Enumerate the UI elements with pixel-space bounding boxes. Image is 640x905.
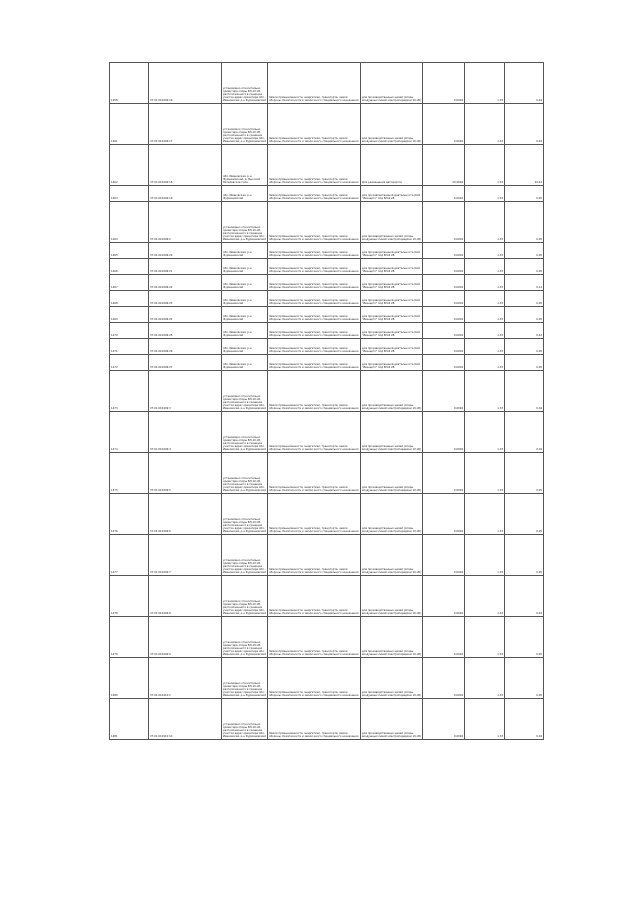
- cell-addr: установлено относительно ориентира опоры ВЛ-10 кВ, расположенного в границах участка адрес ориентира обл. Ивановская, р-н Фурмановский: [222, 699, 268, 740]
- cell-no: 1477: [110, 535, 149, 576]
- cell-use: для производственной деятельности ОАО "Ивэнерго" под ВЛ-6 кВ: [361, 355, 423, 371]
- table-row: [110, 104, 544, 145]
- cell-addr: установлено относительно ориентира опоры ВЛ-10 кВ, расположенного в границах участка адрес ориентира обл. Ивановская, р-н Фурмановский: [222, 535, 268, 576]
- cell-rate: 1,33: [465, 291, 505, 307]
- cell-cad: 37:01:010410:10: [149, 699, 222, 740]
- cell-rate: 1,33: [465, 453, 505, 494]
- cell-cad: 37:01:010409:9: [149, 617, 222, 658]
- cell-cad: 37:01:010409:16: [149, 63, 222, 104]
- cell-area: 0,0004: [423, 291, 465, 307]
- cell-rate: 1,33: [465, 323, 505, 339]
- cell-sum: 0,42: [505, 323, 544, 339]
- cell-no: 1458: [110, 63, 149, 104]
- cell-addr: установлено относительно ориентира опоры ВЛ-10 кВ, расположенного в границах участка адрес ориентира обл. Ивановская, р-н Фурмановский: [222, 412, 268, 453]
- cell-area: 0,0004: [423, 535, 465, 576]
- cell-area: 0,0004: [423, 412, 465, 453]
- cell-no: 1468: [110, 291, 149, 307]
- cell-sum: 0,05: [505, 186, 544, 202]
- cell-no: 1471: [110, 339, 149, 355]
- cell-sum: 0,04: [505, 63, 544, 104]
- table-row: [110, 243, 544, 259]
- cell-rate: 1,33: [465, 658, 505, 699]
- cell-sum: 0,05: [505, 494, 544, 535]
- cell-no: 1466: [110, 259, 149, 275]
- cell-use: для производственной деятельности ОАО "Ивэнерго" под ВЛ-6 кВ: [361, 307, 423, 323]
- cell-cad: 37:01:010410:1: [149, 658, 222, 699]
- cell-cad: 37:01:010409:23: [149, 291, 222, 307]
- cell-cad: 37:01:010409:17: [149, 104, 222, 145]
- cell-area: 0,0004: [423, 617, 465, 658]
- cell-no: 1465: [110, 243, 149, 259]
- cell-addr: установлено относительно ориентира опоры ВЛ-10 кВ, расположенного в границах участка адрес ориентира обл. Ивановская, р-н Фурмановский: [222, 617, 268, 658]
- table-row: [110, 339, 544, 355]
- cell-area: 0,0004: [423, 104, 465, 145]
- cell-use: для производственных целей (опоры воздушных линий электропередачи 10 кВ): [361, 453, 423, 494]
- cell-sum: 0,05: [505, 339, 544, 355]
- cell-rate: 1,33: [465, 617, 505, 658]
- cell-area: 0,0004: [423, 202, 465, 243]
- cell-area: 0,0004: [423, 494, 465, 535]
- cell-cat: Земли промышленности, энергетики, транспорта, земли обороны, безопасности и земли иного специального назначения: [268, 699, 361, 740]
- cell-addr: обл. Ивановская, р-н Фурмановский: [222, 275, 268, 291]
- table-row: [110, 576, 544, 617]
- cell-rate: 1,33: [465, 259, 505, 275]
- cell-no: 1461: [110, 104, 149, 145]
- cell-cad: 37:01:010409:24: [149, 307, 222, 323]
- cell-addr: обл. Ивановская, р-н Фурмановский: [222, 339, 268, 355]
- cell-addr: установлено относительно ориентира опоры ВЛ-10 кВ, расположенного в границах участка адрес ориентира обл. Ивановская, р-н Фурмановский: [222, 104, 268, 145]
- cell-use: для производственной деятельности ОАО "Ивэнерго" под ВЛ-6 кВ: [361, 291, 423, 307]
- cell-sum: 0,04: [505, 699, 544, 740]
- cell-addr: обл. Ивановская, р-н Фурмановский, д. Высокий Яковлевское поле: [222, 145, 268, 186]
- table-row: [110, 275, 544, 291]
- cell-addr: обл. Ивановская, р-н Фурмановский: [222, 307, 268, 323]
- cell-use: для производственной деятельности ОАО "Ивэнерго" под ВЛ-6 кВ: [361, 243, 423, 259]
- cell-no: 1464: [110, 202, 149, 243]
- cell-rate: 1,33: [465, 186, 505, 202]
- cell-use: для производственных целей (опоры воздушных линий электропередачи 10 кВ): [361, 699, 423, 740]
- cell-addr: обл. Ивановская, р-н Фурмановский: [222, 186, 268, 202]
- cell-rate: 1,33: [465, 355, 505, 371]
- cell-no: 1480: [110, 658, 149, 699]
- table-row: [110, 371, 544, 412]
- cell-addr: обл. Ивановская, р-н Фурмановский: [222, 323, 268, 339]
- table-row: [110, 202, 544, 243]
- cell-use: для производственных целей (опоры воздушных линий электропередачи 10 кВ): [361, 63, 423, 104]
- cell-rate: 1,33: [465, 576, 505, 617]
- cell-cat: Земли промышленности, энергетики, транспорта, земли обороны, безопасности и земли иного специального назначения: [268, 658, 361, 699]
- cell-use: для производственных целей (опоры воздушных линий электропередачи 10 кВ): [361, 658, 423, 699]
- cell-cad: 37:01:010409:8: [149, 576, 222, 617]
- cell-sum: 20,44: [505, 145, 544, 186]
- cell-cat: Земли промышленности, энергетики, транспорта, земли обороны, безопасности и земли иного специального назначения: [268, 371, 361, 412]
- cell-sum: 0,05: [505, 658, 544, 699]
- cell-area: 0,0004: [423, 243, 465, 259]
- cell-cad: 37:01:010409:25: [149, 323, 222, 339]
- cell-rate: 1,33: [465, 243, 505, 259]
- cell-no: 1476: [110, 494, 149, 535]
- cell-cad: 37:01:010409:6: [149, 494, 222, 535]
- cell-use: для производственных целей (опоры воздушных линий электропередачи 10 кВ): [361, 576, 423, 617]
- cell-no: 1469: [110, 307, 149, 323]
- cell-area: 0,0004: [423, 259, 465, 275]
- cell-cat: Земли промышленности, энергетики, транспорта, земли обороны, безопасности и земли иного специального назначения: [268, 63, 361, 104]
- cell-no: 1462: [110, 145, 149, 186]
- cell-addr: установлено относительно ориентира опоры ВЛ-10 кВ, расположенного в границах участка адрес ориентира обл. Ивановская, р-н Фурмановский: [222, 453, 268, 494]
- cell-addr: установлено относительно ориентира опоры ВЛ-10 кВ, расположенного в границах участка адрес ориентира обл. Ивановская, р-н Фурмановский: [222, 576, 268, 617]
- table-row: [110, 412, 544, 453]
- cell-use: для производственных целей (опоры воздушных линий электропередачи 10 кВ): [361, 371, 423, 412]
- cell-area: 0,0004: [423, 453, 465, 494]
- table-row: [110, 291, 544, 307]
- cell-sum: 0,05: [505, 202, 544, 243]
- cell-sum: 0,05: [505, 355, 544, 371]
- cell-use: для производственных целей (опоры воздушных линий электропередачи 10 кВ): [361, 104, 423, 145]
- cell-sum: 0,05: [505, 291, 544, 307]
- cell-area: 0,0004: [423, 699, 465, 740]
- cell-cat: Земли промышленности, энергетики, транспорта, земли обороны, безопасности и земли иного специального назначения: [268, 323, 361, 339]
- table-row: [110, 699, 544, 740]
- cell-use: для производственных целей (опоры воздушных линий электропередачи 10 кВ): [361, 202, 423, 243]
- cell-cad: 37:01:010409:22: [149, 275, 222, 291]
- cell-no: 1474: [110, 412, 149, 453]
- cell-cat: Земли промышленности, энергетики, транспорта, земли обороны, безопасности и земли иного специального назначения: [268, 412, 361, 453]
- table-row: [110, 658, 544, 699]
- cell-sum: 0,04: [505, 412, 544, 453]
- cell-cad: 37:01:010409:18: [149, 145, 222, 186]
- cell-sum: 0,14: [505, 275, 544, 291]
- cell-no: 1472: [110, 355, 149, 371]
- cell-use: для производственных целей (опоры воздушных линий электропередачи 10 кВ): [361, 494, 423, 535]
- cell-addr: обл. Ивановская, р-н Фурмановский: [222, 355, 268, 371]
- cell-area: 0,0004: [423, 307, 465, 323]
- cell-use: для производственных целей (опоры воздушных линий электропередачи 10 кВ): [361, 617, 423, 658]
- cell-cat: Земли промышленности, энергетики, транспорта, земли обороны, безопасности и земли иного специального назначения: [268, 104, 361, 145]
- cell-no: 1475: [110, 453, 149, 494]
- cell-sum: 0,04: [505, 104, 544, 145]
- cell-cat: Земли промышленности, энергетики, транспорта, земли обороны, безопасности и земли иного специального назначения: [268, 453, 361, 494]
- cell-sum: 0,05: [505, 453, 544, 494]
- cell-cat: Земли промышленности, энергетики, транспорта, земли обороны, безопасности и земли иного специального назначения: [268, 291, 361, 307]
- cell-cat: Земли промышленности, энергетики, транспорта, земли обороны, безопасности и земли иного специального назначения: [268, 494, 361, 535]
- table-row: [110, 453, 544, 494]
- cell-no: 1479: [110, 617, 149, 658]
- cell-sum: 0,05: [505, 307, 544, 323]
- cell-use: для производственной деятельности ОАО "Ивэнерго" под ВЛ-6 кВ: [361, 275, 423, 291]
- cell-cat: Земли промышленности, энергетики, транспорта, земли обороны, безопасности и земли иного специального назначения: [268, 202, 361, 243]
- cell-cat: Земли промышленности, энергетики, транспорта, земли обороны, безопасности и земли иного специального назначения: [268, 355, 361, 371]
- cell-addr: обл. Ивановская, р-н Фурмановский: [222, 291, 268, 307]
- cell-sum: 0,05: [505, 243, 544, 259]
- cell-area: 0,0004: [423, 371, 465, 412]
- cell-area: 0,0004: [423, 323, 465, 339]
- cell-cat: Земли промышленности, энергетики, транспорта, земли обороны, безопасности и земли иного специального назначения: [268, 259, 361, 275]
- cell-use: Для размещения автодороги: [361, 145, 423, 186]
- cell-area: 0,0004: [423, 275, 465, 291]
- cell-sum: 0,04: [505, 371, 544, 412]
- cell-rate: 1,33: [465, 202, 505, 243]
- cell-rate: 1,33: [465, 371, 505, 412]
- cell-rate: 1,33: [465, 275, 505, 291]
- cell-rate: 1,33: [465, 339, 505, 355]
- cell-cad: 37:01:010409:7: [149, 535, 222, 576]
- cell-area: 0,0004: [423, 658, 465, 699]
- cell-area: 20,4694: [423, 145, 465, 186]
- table-row: [110, 535, 544, 576]
- cell-cat: Земли промышленности, энергетики, транспорта, земли обороны, безопасности и земли иного специального назначения: [268, 145, 361, 186]
- table-row: [110, 63, 544, 104]
- table-row: [110, 323, 544, 339]
- cell-cat: Земли промышленности, энергетики, транспорта, земли обороны, безопасности и земли иного специального назначения: [268, 243, 361, 259]
- table-row: [110, 494, 544, 535]
- cell-cad: 37:01:010409:2: [149, 202, 222, 243]
- cell-no: 1463: [110, 186, 149, 202]
- cell-area: 0,0004: [423, 186, 465, 202]
- cell-rate: 1,33: [465, 494, 505, 535]
- cell-addr: установлено относительно ориентира опоры ВЛ-10 кВ, расположенного в границах участка адрес ориентира обл. Ивановская, р-н Фурмановский: [222, 658, 268, 699]
- cell-use: для производственной деятельности ОАО "Ивэнерго" под ВЛ-6 кВ: [361, 323, 423, 339]
- cell-addr: обл. Ивановская, р-н Фурмановский: [222, 243, 268, 259]
- cell-cat: Земли промышленности, энергетики, транспорта, земли обороны, безопасности и земли иного специального назначения: [268, 275, 361, 291]
- cell-cad: 37:01:010409:27: [149, 355, 222, 371]
- cell-addr: установлено относительно ориентира опоры ВЛ-10 кВ, расположенного в границах участка адрес ориентира обл. Ивановская, р-н Фурмановский: [222, 202, 268, 243]
- table-row: [110, 355, 544, 371]
- table-row: [110, 186, 544, 202]
- cell-rate: 1,33: [465, 307, 505, 323]
- cell-cat: Земли промышленности, энергетики, транспорта, земли обороны, безопасности и земли иного специального назначения: [268, 307, 361, 323]
- cell-rate: 1,33: [465, 104, 505, 145]
- cell-use: для производственных целей (опоры воздушных линий электропередачи 10 кВ): [361, 412, 423, 453]
- cell-no: 1467: [110, 275, 149, 291]
- cell-sum: 0,04: [505, 576, 544, 617]
- cell-cad: 37:01:010409:21: [149, 259, 222, 275]
- cell-use: для производственной деятельности ОАО "Ивэнерго" под ВЛ-6 кВ: [361, 339, 423, 355]
- cell-cat: Земли промышленности, энергетики, транспорта, земли обороны, безопасности и земли иного специального назначения: [268, 617, 361, 658]
- cell-area: 0,0004: [423, 355, 465, 371]
- cell-addr: установлено относительно ориентира опоры ВЛ-10 кВ, расположенного в границах участка адрес ориентира обл. Ивановская, р-н Фурмановский: [222, 63, 268, 104]
- cell-rate: 1,33: [465, 145, 505, 186]
- cell-sum: 0,05: [505, 259, 544, 275]
- land-plot-registry-table: [109, 62, 544, 740]
- table-row: [110, 259, 544, 275]
- cell-cad: 37:01:010409:19: [149, 186, 222, 202]
- cell-addr: установлено относительно ориентира опоры ВЛ-10 кВ, расположенного в границах участка адрес ориентира обл. Ивановская, р-н Фурмановский: [222, 371, 268, 412]
- cell-cat: Земли промышленности, энергетики, транспорта, земли обороны, безопасности и земли иного специального назначения: [268, 535, 361, 576]
- cell-cad: 37:01:010409:3: [149, 371, 222, 412]
- cell-no: 1481: [110, 699, 149, 740]
- table-row: [110, 307, 544, 323]
- cell-rate: 1,33: [465, 412, 505, 453]
- cell-cat: Земли промышленности, энергетики, транспорта, земли обороны, безопасности и земли иного специального назначения: [268, 339, 361, 355]
- cell-cad: 37:01:010409:26: [149, 339, 222, 355]
- cell-sum: 0,05: [505, 617, 544, 658]
- cell-cad: 37:01:010409:20: [149, 243, 222, 259]
- cell-addr: обл. Ивановская, р-н Фурмановский: [222, 259, 268, 275]
- cell-area: 0,0004: [423, 576, 465, 617]
- cell-rate: 1,33: [465, 535, 505, 576]
- cell-sum: 0,05: [505, 535, 544, 576]
- table-row: [110, 617, 544, 658]
- cell-addr: установлено относительно ориентира опоры ВЛ-10 кВ, расположенного в границах участка адрес ориентира обл. Ивановская, р-н Фурмановский: [222, 494, 268, 535]
- cell-area: 0,0004: [423, 339, 465, 355]
- cell-rate: 1,33: [465, 699, 505, 740]
- cell-use: для производственных целей (опоры воздушных линий электропередачи 10 кВ): [361, 535, 423, 576]
- cell-use: для производственной деятельности ОАО "Ивэнерго" под ВЛ-6 кВ: [361, 259, 423, 275]
- cell-cat: Земли промышленности, энергетики, транспорта, земли обороны, безопасности и земли иного специального назначения: [268, 186, 361, 202]
- cell-use: для производственной деятельности ОАО "Ивэнерго" под ВЛ-6 кВ: [361, 186, 423, 202]
- cell-no: 1470: [110, 323, 149, 339]
- cell-cad: 37:01:010409:4: [149, 412, 222, 453]
- table-row: [110, 145, 544, 186]
- cell-no: 1473: [110, 371, 149, 412]
- cell-rate: 1,33: [465, 63, 505, 104]
- cell-no: 1478: [110, 576, 149, 617]
- cell-cat: Земли промышленности, энергетики, транспорта, земли обороны, безопасности и земли иного специального назначения: [268, 576, 361, 617]
- cell-cad: 37:01:010409:5: [149, 453, 222, 494]
- cell-area: 0,0004: [423, 63, 465, 104]
